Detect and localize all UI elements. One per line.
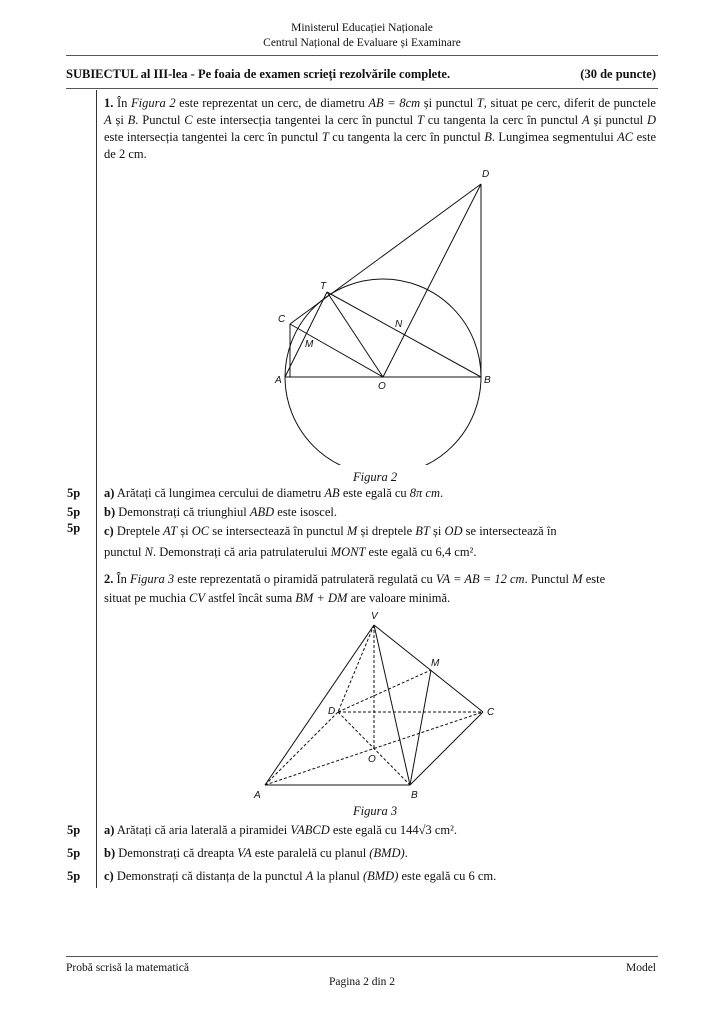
item-2a: a) Arătați că aria laterală a piramidei VABCD este egală cu 144√3 cm². xyxy=(104,823,457,837)
footer-left: Probă scrisă la matematică xyxy=(66,962,189,974)
subject-points: (30 de puncte) xyxy=(580,67,656,81)
label-n: N xyxy=(395,319,403,330)
segment-bt xyxy=(327,292,481,377)
label-c: C xyxy=(278,314,286,325)
figure-3-diagram xyxy=(250,608,510,808)
label-o: O xyxy=(368,754,376,765)
segment-at xyxy=(285,292,327,377)
figure-2-diagram xyxy=(270,165,530,465)
label-b: B xyxy=(484,375,491,386)
label-c: C xyxy=(487,707,495,718)
subject-title: SUBIECTUL al III-lea - Pe foaia de examen scrieți rezolvările complete. xyxy=(66,67,451,81)
edge-ad xyxy=(265,712,338,785)
points-1b: 5p xyxy=(67,505,81,519)
label-o: O xyxy=(378,381,386,392)
points-2b: 5p xyxy=(67,846,81,860)
label-d: D xyxy=(482,169,490,180)
segment-oc xyxy=(290,324,383,377)
figure-3-caption: Figura 3 xyxy=(353,804,398,818)
label-a: A xyxy=(275,375,282,386)
tangent-at-t xyxy=(290,184,481,324)
ministry-line: Ministerul Educației Naționale xyxy=(291,22,433,34)
problem-2-statement: 2. În Figura 3 este reprezentată o piramidă patrulateră regulată cu VA = AB = 12 cm. Punctul M este situat pe muchia CV astfel încât suma BM + DM are valoare minimă. xyxy=(104,572,606,605)
page-number: Pagina 2 din 2 xyxy=(328,976,396,988)
edge-vd xyxy=(338,625,374,712)
center-line: Centrul Național de Evaluare și Examinare xyxy=(263,37,461,49)
points-1c: 5p xyxy=(67,521,81,535)
item-1a: a) Arătați că lungimea cercului de diametru AB este egală cu 8π cm. xyxy=(104,486,444,500)
footer-right: Model xyxy=(625,962,656,974)
item-1c: c) Dreptele AT și OC se intersectează în punctul M și dreptele BT și OD se intersectează în punctul N. Demonstrați că aria patrulaterului MONT este egală cu 6,4 cm². xyxy=(104,524,557,559)
item-2b: b) Demonstrați că dreapta VA este paralelă cu planul (BMD). xyxy=(104,846,408,860)
label-b: B xyxy=(411,790,418,801)
segment-dm xyxy=(338,670,431,712)
circle xyxy=(285,279,481,465)
problem-1-statement: 1. În Figura 2 este reprezentat un cerc, de diametru AB = 8cm și punctul T, situat pe cerc, diferit de punctele A și B. Punctul C este intersecția tangentei la cerc în punctul T cu tangenta la cerc în punctul A și punctul D este intersecția tangentei la cerc în punctul T cu tangenta la cerc în punctul B. Lungimea segmentului AC este de 2 cm. xyxy=(104,96,657,161)
points-1a: 5p xyxy=(67,486,81,500)
label-d: D xyxy=(328,706,336,717)
figure-2-caption: Figura 2 xyxy=(353,470,398,484)
item-1b: b) Demonstrați că triunghiul ABD este isoscel. xyxy=(104,505,337,519)
label-m: M xyxy=(305,339,314,350)
item-2c: c) Demonstrați că distanța de la punctul A la planul (BMD) este egală cu 6 cm. xyxy=(104,869,497,883)
label-v: V xyxy=(371,611,378,622)
footer-rule xyxy=(66,956,658,957)
subject-rule xyxy=(66,88,658,89)
segment-ot xyxy=(327,292,383,377)
points-2a: 5p xyxy=(67,823,81,837)
edge-va xyxy=(265,625,374,785)
label-t: T xyxy=(320,281,327,292)
margin-line xyxy=(96,90,97,888)
label-m: M xyxy=(431,658,440,669)
points-2c: 5p xyxy=(67,869,81,883)
header-rule xyxy=(66,55,658,56)
label-a: A xyxy=(254,790,261,801)
